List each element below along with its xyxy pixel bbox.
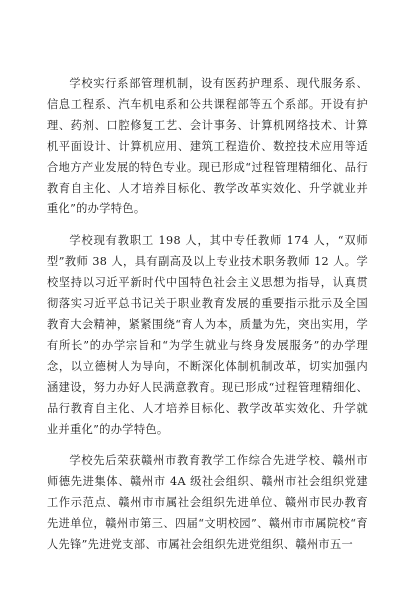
paragraph-departments: 学校实行系部管理机制，设有医药护理系、现代服务系、信息工程系、汽车机电系和公共课程部等五个系部。开设有护理、药剂、口腔修复工艺、会计事务、计算机网络技术、计算机平面设计、计算机应用、建筑工程造价、数控技术应用等适合地方产业发展的特色专业。现已形成“过程管理精细化、品行教育自主化、人才培养目标化、教学改革实效化、升学就业并重化”的办学特色。 [47, 77, 368, 216]
paragraph-honors: 学校先后荣获赣州市教育教学工作综合先进学校、赣州市师德先进集体、赣州市 4A 级社会组织、赣州市社会组织党建工作示范点、赣州市市属社会组织先进单位、赣州市民办教育先进单位，赣州市第三、四届“文明校园”、赣州市市属院校“育人先锋”先进党支部、市属社会组织先进党组织、赣州市五一 [47, 454, 368, 552]
document-body [47, 74, 368, 567]
paragraph-staff: 学校现有教职工 198 人，其中专任教师 174 人，“双师型”教师 38 人，具有副高及以上专业技术职务教师 12 人。学校坚持以习近平新时代中国特色社会主义思想为指导，认真贯彻落实习近平总书记关于职业教育发展的重要指示批示及全国教育大会精神，紧紧围绕“育人为本，质量为先，突出实用，学有所长”的办学宗旨和“为学生就业与终身发展服务”的办学理念，以立德树人为导向，不断深化体制机制改革，切实加强内涵建设，努力办好人民满意教育。现已形成“过程管理精细化、品行教育自主化、人才培养目标化、教学改革实效化、升学就业并重化”的办学特色。 [47, 234, 368, 436]
